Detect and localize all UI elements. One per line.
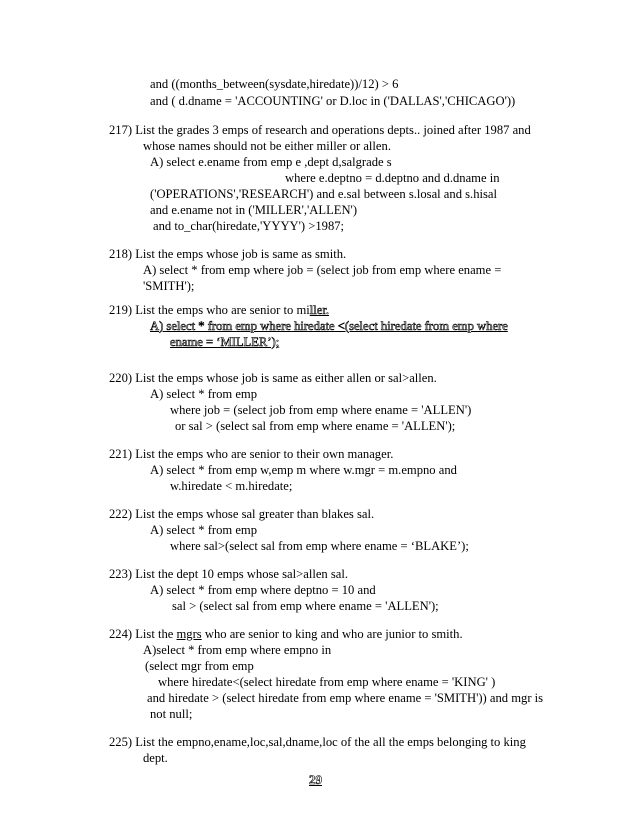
text-line: (select mgr from emp [145, 659, 254, 673]
text-line: where e.deptno = d.deptno and d.dname in [285, 171, 500, 185]
text-line: not null; [150, 707, 193, 721]
text-line: where job = (select job from emp where ename = 'ALLEN') [170, 403, 472, 417]
question-223: 223) List the dept 10 emps whose sal>allen sal. [109, 567, 348, 581]
text-line: or sal > (select sal from emp where ename = 'ALLEN'); [175, 419, 456, 433]
text-line: and ((months_between(sysdate,hiredate))/12) > 6 [150, 77, 399, 91]
question-221: 221) List the emps who are senior to their own manager. [109, 447, 394, 461]
text-line: whose names should not be either miller or allen. [143, 139, 391, 153]
text-line: w.hiredate < m.hiredate; [170, 479, 293, 493]
question-222: 222) List the emps whose sal greater than blakes sal. [109, 507, 375, 521]
answer-220: A) select * from emp [150, 387, 258, 401]
answer-223: A) select * from emp where deptno = 10 and [150, 583, 376, 597]
text-line: ename = ‘MILLER’); [170, 335, 280, 349]
text-line: ('OPERATIONS','RESEARCH') and e.sal between s.losal and s.hisal [150, 187, 497, 201]
question-224-text: 224) List the [109, 627, 177, 641]
page-number: 29 [309, 772, 322, 787]
text-line: and ( d.dname = 'ACCOUNTING' or D.loc in ('DALLAS','CHICAGO')) [150, 94, 516, 108]
text-line: dept. [143, 751, 168, 765]
text-line: sal > (select sal from emp where ename = 'ALLEN'); [172, 599, 439, 613]
answer-221: A) select * from emp w,emp m where w.mgr = m.empno and [150, 463, 457, 477]
question-224 [109, 626, 463, 642]
answer-222: A) select * from emp [150, 523, 258, 537]
text-line: and hiredate > (select hiredate from emp where ename = 'SMITH')) and mgr is [147, 691, 544, 705]
question-224-underlined: mgrs [176, 627, 202, 641]
answer-217: A) select e.ename from emp e ,dept d,salgrade s [150, 155, 392, 169]
answer-218: A) select * from emp where job = (select job from emp where ename = [143, 263, 502, 277]
question-219 [109, 302, 329, 318]
question-224-text-rest: who are senior to king and who are junior to smith. [201, 627, 463, 641]
question-218: 218) List the emps whose job is same as smith. [109, 247, 347, 261]
text-line: 'SMITH'); [143, 279, 195, 293]
text-line: and to_char(hiredate,'YYYY') >1987; [153, 219, 345, 233]
text-line: where sal>(select sal from emp where ename = ‘BLAKE’); [170, 539, 469, 553]
question-219-text: 219) List the emps who are senior to mi [109, 303, 310, 317]
answer-219: A) select * from emp where hiredate <(select hiredate from emp where [150, 319, 508, 333]
text-line: where hiredate<(select hiredate from emp where ename = 'KING' ) [158, 675, 496, 689]
question-217: 217) List the grades 3 emps of research and operations depts.. joined after 1987 and [109, 123, 531, 137]
question-219-hollow: ller. [309, 303, 330, 317]
question-220: 220) List the emps whose job is same as either allen or sal>allen. [109, 371, 437, 385]
text-line: and e.ename not in ('MILLER','ALLEN') [150, 203, 358, 217]
answer-224: A)select * from emp where empno in [143, 643, 332, 657]
question-225: 225) List the empno,ename,loc,sal,dname,loc of the all the emps belonging to king [109, 735, 526, 749]
